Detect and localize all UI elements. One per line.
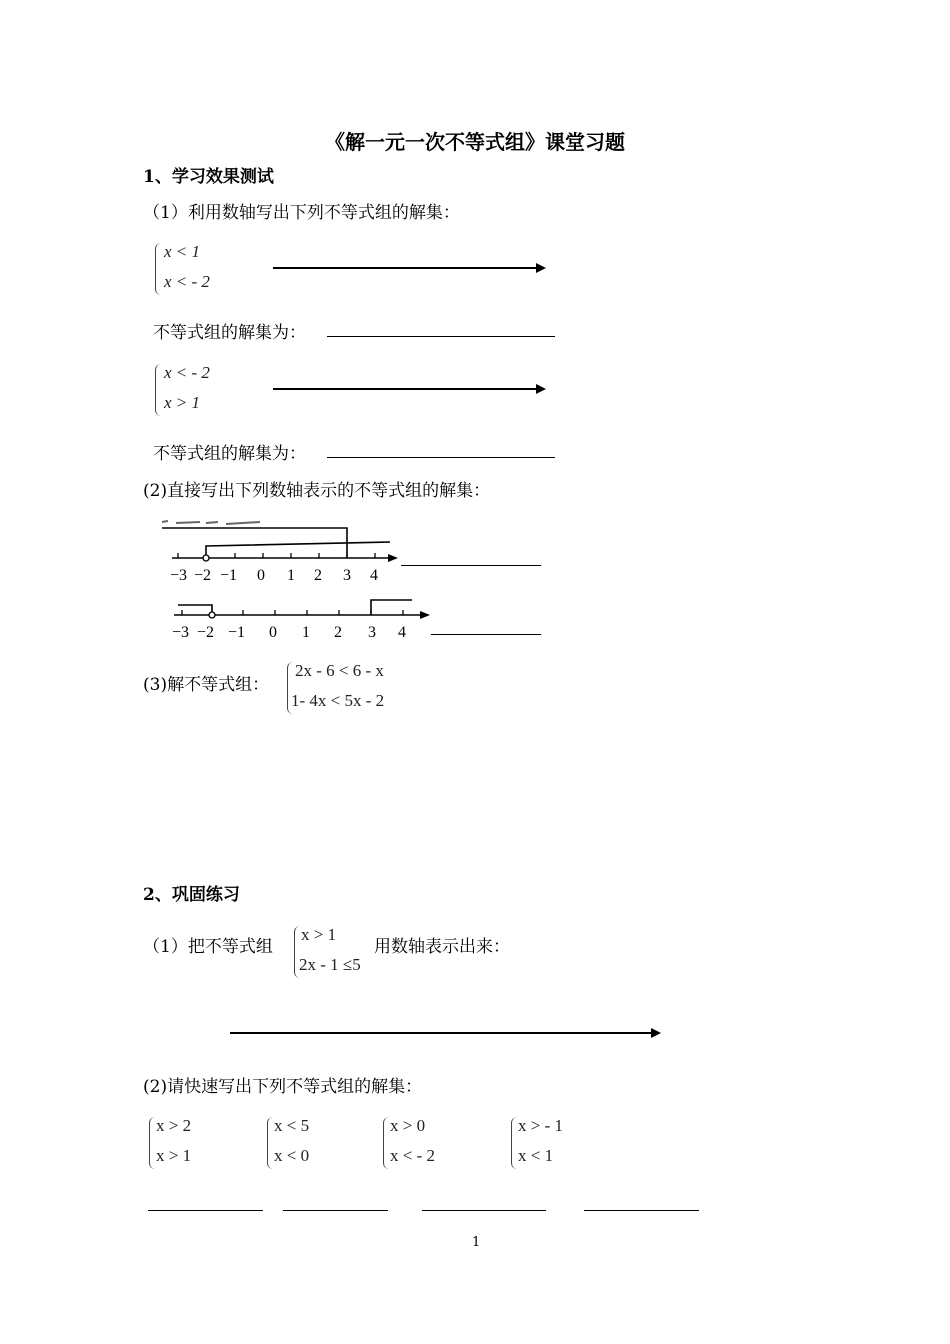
s2-q1-prompt-before: （1）把不等式组 <box>143 937 273 957</box>
s2-system4-line1: x > - 1 <box>518 1116 563 1135</box>
system2-line1: x < - 2 <box>164 363 210 382</box>
axis2-tick-label: 3 <box>368 624 376 641</box>
axis2-range-x-less-neg2 <box>178 605 212 615</box>
axis1-arrow-icon <box>388 554 398 562</box>
number-line-diagram-1 <box>160 512 580 592</box>
answer4-blank[interactable] <box>431 634 541 635</box>
s2-system2-brace <box>267 1117 274 1169</box>
axis1-tick-label: 2 <box>314 567 322 584</box>
axis2-tick-label: −1 <box>228 624 246 641</box>
s2-answer3-blank[interactable] <box>422 1210 546 1211</box>
number-axis-1-arrow-icon <box>536 263 546 273</box>
section1-heading: 1、学习效果测试 <box>143 167 274 187</box>
axis1-tick-label: −2 <box>194 567 212 584</box>
page-number: 1 <box>472 1235 481 1250</box>
q3-line1: 2x - 6 < 6 - x <box>295 661 384 680</box>
s2-q1-prompt-after: 用数轴表示出来： <box>374 937 510 957</box>
system1-line2: x < - 2 <box>164 272 210 291</box>
answer1-blank[interactable] <box>327 336 555 337</box>
axis1-tick-label: −3 <box>170 567 188 584</box>
s2-answer1-blank[interactable] <box>148 1210 263 1211</box>
s2-system1-line2: x > 1 <box>156 1146 192 1165</box>
system1-line1: x < 1 <box>164 242 201 261</box>
scan-artifact-mark <box>162 521 260 524</box>
q1-prompt: （1）利用数轴写出下列不等式组的解集： <box>143 203 460 223</box>
system1-brace <box>155 243 162 295</box>
s2-system3-brace <box>383 1117 390 1169</box>
axis2-tick-label: 2 <box>334 624 342 641</box>
page-title: 《解一元一次不等式组》课堂习题 <box>325 130 625 154</box>
number-axis-3-line <box>230 1032 653 1034</box>
system2-line2: x > 1 <box>164 393 201 412</box>
s2-q1-line2: 2x - 1 ≤5 <box>299 955 361 974</box>
s2-system1-line1: x > 2 <box>156 1116 192 1135</box>
number-axis-2-line <box>273 388 538 390</box>
axis2-tick-label: −3 <box>172 624 190 641</box>
answer1-label: 不等式组的解集为： <box>153 323 306 343</box>
answer2-blank[interactable] <box>327 457 555 458</box>
q3-line2: 1- 4x < 5x - 2 <box>291 691 385 710</box>
s2-system2-line1: x < 5 <box>274 1116 310 1135</box>
system2-brace <box>155 364 162 416</box>
axis1-tick-label: 4 <box>370 567 378 584</box>
s2-q2-prompt: (2)请快速写出下列不等式组的解集： <box>143 1077 423 1097</box>
axis1-tick-label: −1 <box>220 567 238 584</box>
section2-heading: 2、巩固练习 <box>143 885 240 905</box>
axis2-tick-label: 1 <box>302 624 310 641</box>
axis1-tick-label: 1 <box>287 567 295 584</box>
number-axis-1-line <box>273 267 538 269</box>
axis1-range-x-greater-neg2 <box>206 542 390 556</box>
s2-system4-line2: x < 1 <box>518 1146 554 1165</box>
number-line-diagram-2-labels <box>168 620 468 644</box>
axis2-range-x-greater-3 <box>371 600 412 615</box>
answer3-blank[interactable] <box>401 565 541 566</box>
s2-q1-line1: x > 1 <box>301 925 337 944</box>
s2-answer4-blank[interactable] <box>584 1210 699 1211</box>
number-axis-3-arrow-icon <box>651 1028 661 1038</box>
axis1-tick-label: 3 <box>343 567 351 584</box>
q2-prompt: (2)直接写出下列数轴表示的不等式组的解集： <box>143 481 491 501</box>
axis1-open-point <box>203 555 209 561</box>
s2-system2-line2: x < 0 <box>274 1146 310 1165</box>
s2-system1-brace <box>149 1117 156 1169</box>
axis1-tick-label: 0 <box>257 567 265 584</box>
answer2-label: 不等式组的解集为： <box>153 444 306 464</box>
axis2-tick-label: −2 <box>197 624 215 641</box>
axis2-open-point <box>209 612 215 618</box>
axis2-arrow-icon <box>420 611 430 619</box>
q3-prompt: (3)解不等式组： <box>143 675 270 695</box>
axis2-tick-label: 4 <box>398 624 406 641</box>
s2-system3-line1: x > 0 <box>390 1116 426 1135</box>
number-axis-2-arrow-icon <box>536 384 546 394</box>
s2-answer2-blank[interactable] <box>283 1210 388 1211</box>
axis2-tick-label: 0 <box>269 624 277 641</box>
s2-system4-brace <box>511 1117 518 1169</box>
s2-system3-line2: x < - 2 <box>390 1146 435 1165</box>
